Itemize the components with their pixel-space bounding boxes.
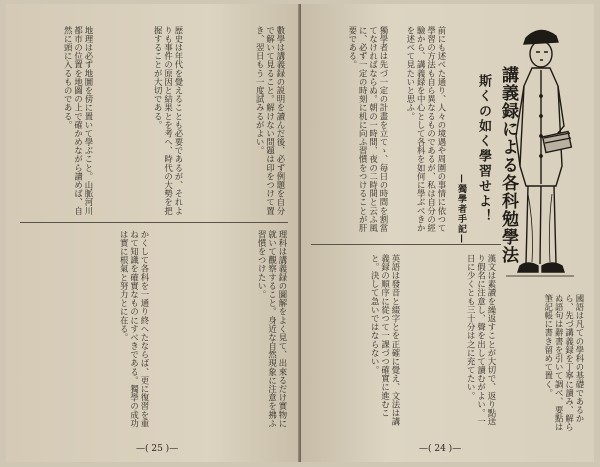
left-upper-column-1 xyxy=(186,26,286,216)
page-number-left: —( 25 )— xyxy=(136,444,179,454)
paragraph: 地理は必ず地圖を傍に置いて學ぶこと。山脈河川都市の位置を地圖の上で確かめながら讀めば、自然に頭に入るものである。 xyxy=(63,26,94,215)
paragraph: 漢文は素讀を繰返すことが大切で、返り點送り假名に注意し、聲を出して讀むがよい。一日に少くとも三十分は之に充てたい。 xyxy=(466,254,497,426)
left-page xyxy=(6,4,299,462)
right-upper-column-2 xyxy=(311,26,389,236)
right-lower-column-2 xyxy=(405,254,497,434)
left-lower-column-2 xyxy=(20,230,150,430)
column-divider xyxy=(20,222,288,223)
book-spread xyxy=(6,4,594,462)
paragraph: 國語は凡ての學科の基礎であるから、先づ講義録を丁寧に讀み、解らぬ語句は辭書を引いて調べ、要點は筆記帳に書き留めて置く。 xyxy=(543,294,585,432)
paragraph: 前にも述べた通り、人々の境遇や周圍の事情に依つて學習の方法も自ら異なるものであるが、私は自分の經驗から、講義録を中心として各科を如何に學ぶべきかを述べて見たいと思ふ。 xyxy=(405,26,447,233)
paragraph: 獨學者は先づ一定の計畫を立てゝ、毎日の時間を割當てなければならぬ。朝の一時間、夜の二時間と云ふ風に、必ず一定の時刻に机に向ふ習慣をつけることが肝要である。 xyxy=(347,26,389,233)
paragraph: 理科は講義録の圖解をよく見て、出來るだけ實物に就いて觀察すること。身近な自然現象に注意を拂ふ習慣をつけたい。 xyxy=(257,230,288,428)
right-lower-column-3 xyxy=(311,254,401,434)
paragraph: 歴史は年代を覺えることも必要であるが、それよりも事件の原因と結果とを考へ、時代の大勢を把握することが大切である。 xyxy=(153,26,184,215)
left-lower-column-1 xyxy=(154,230,288,430)
article-title: 講義録による各科勉學法 xyxy=(498,66,518,264)
paragraph: かくして各科を一通り終へたならば、更に復習を重ねて知識を確實なものにすべきである。獨學の成功は實に根氣と努力とに在る。 xyxy=(119,230,150,428)
right-upper-column-1 xyxy=(391,26,447,236)
paragraph: 英語は發音と綴字とを正確に覺え、文法は講義録の順序に從つて一課づつ確實に進むこと。決して急いではならない。 xyxy=(370,254,401,426)
article-byline: —獨學者手記— xyxy=(456,174,466,244)
student-illustration xyxy=(504,16,576,286)
article-subtitle: 斯くの如く學習せよ！ xyxy=(476,74,491,224)
column-divider xyxy=(311,244,501,245)
page-number-right: —( 24 )— xyxy=(419,444,462,454)
left-upper-column-3 xyxy=(20,26,94,216)
right-lower-column-1 xyxy=(501,294,585,434)
left-upper-column-2 xyxy=(96,26,184,216)
paragraph: 數學は講義録の説明を讀んだ後、必ず例題を自分で解いて見ること。解けない問題は印をつけて置き、翌日もう一度試みるがよい。 xyxy=(255,26,286,215)
